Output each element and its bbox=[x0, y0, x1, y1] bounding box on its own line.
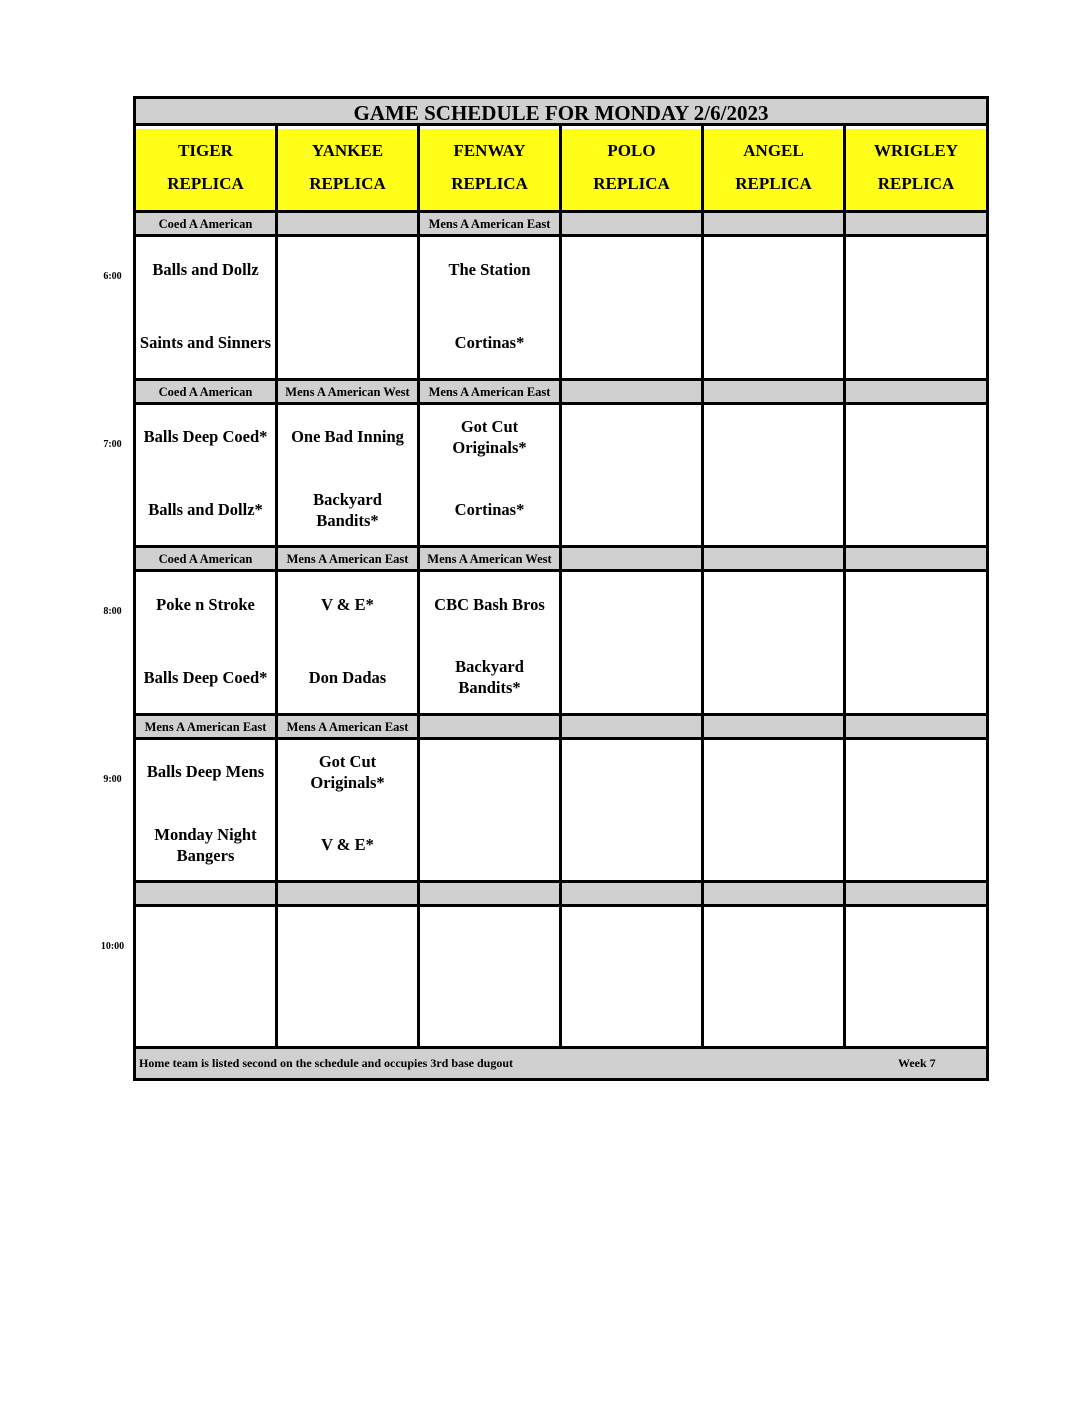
away-team bbox=[564, 239, 699, 299]
home-team bbox=[706, 815, 841, 875]
away-team: V & E* bbox=[321, 594, 374, 614]
division-label bbox=[562, 550, 701, 568]
home-team: Cortinas* bbox=[454, 500, 525, 519]
away-team bbox=[280, 239, 415, 299]
away-team bbox=[706, 239, 841, 299]
time-label: 10:00 bbox=[100, 941, 125, 952]
time-label: 6:00 bbox=[103, 271, 122, 282]
home-team bbox=[706, 312, 841, 372]
away-team bbox=[564, 742, 699, 802]
division-label bbox=[704, 383, 843, 401]
field-subtitle: REPLICA bbox=[877, 174, 955, 193]
away-team bbox=[564, 407, 699, 467]
away-team bbox=[706, 742, 841, 802]
time-label: 7:00 bbox=[103, 438, 122, 450]
home-team bbox=[564, 982, 699, 1042]
field-header-wrigley bbox=[846, 129, 986, 210]
grid-line bbox=[275, 126, 278, 1049]
home-team bbox=[138, 982, 273, 1042]
field-subtitle: REPLICA bbox=[451, 174, 528, 193]
division-label bbox=[278, 885, 417, 903]
away-team bbox=[848, 574, 984, 634]
time-label: 8:00 bbox=[103, 606, 122, 617]
division-label bbox=[136, 885, 275, 903]
division-label: Coed A American bbox=[158, 217, 253, 231]
field-subtitle: REPLICA bbox=[309, 174, 386, 193]
home-team bbox=[848, 647, 984, 707]
home-team bbox=[564, 647, 699, 707]
division-label: Mens A American East bbox=[144, 719, 267, 734]
away-team: Balls and Dollz bbox=[152, 259, 259, 279]
home-team bbox=[564, 815, 699, 875]
away-team: Got Cut Originals* bbox=[452, 416, 527, 457]
home-team bbox=[848, 480, 984, 540]
home-team: Backyard Bandits* bbox=[455, 657, 524, 697]
away-team bbox=[422, 742, 557, 802]
home-team bbox=[564, 312, 699, 372]
field-header-yankee bbox=[278, 129, 417, 210]
away-team bbox=[706, 574, 841, 634]
division-label bbox=[420, 718, 559, 736]
division-label bbox=[704, 718, 843, 736]
away-team: Poke n Stroke bbox=[156, 594, 255, 614]
away-team bbox=[848, 407, 984, 467]
field-subtitle: REPLICA bbox=[735, 174, 812, 193]
footer-note: Home team is listed second on the schedule and occupies 3rd base dugout bbox=[139, 1056, 514, 1070]
away-team: Balls Deep Coed* bbox=[143, 427, 268, 446]
grid-line bbox=[701, 126, 704, 1049]
away-team: Got Cut Originals* bbox=[310, 751, 385, 792]
home-team bbox=[848, 815, 984, 875]
division-label: Mens A American West bbox=[427, 552, 552, 566]
home-team: Saints and Sinners bbox=[139, 332, 272, 352]
home-team bbox=[706, 647, 841, 707]
away-team bbox=[706, 909, 841, 969]
grid-line bbox=[136, 1046, 986, 1049]
division-label bbox=[846, 215, 986, 233]
home-team bbox=[848, 312, 984, 372]
field-name: YANKEE bbox=[311, 141, 384, 160]
field-name: FENWAY bbox=[453, 141, 526, 160]
division-label bbox=[846, 550, 986, 568]
division-label bbox=[704, 215, 843, 233]
home-team: Balls Deep Coed* bbox=[143, 667, 268, 687]
home-team: Backyard Bandits* bbox=[313, 489, 382, 530]
field-subtitle: REPLICA bbox=[167, 174, 244, 193]
away-team bbox=[848, 909, 984, 969]
home-team bbox=[706, 480, 841, 540]
division-label bbox=[562, 215, 701, 233]
grid-line bbox=[559, 126, 562, 1049]
grid-line bbox=[843, 126, 846, 1049]
home-team bbox=[280, 982, 415, 1042]
field-name: WRIGLEY bbox=[873, 141, 959, 160]
field-subtitle: REPLICA bbox=[593, 174, 670, 193]
time-label: 9:00 bbox=[103, 773, 122, 785]
away-team bbox=[564, 574, 699, 634]
field-header-angel bbox=[704, 129, 843, 210]
division-label bbox=[704, 550, 843, 568]
home-team: Don Dadas bbox=[308, 667, 387, 687]
schedule-table bbox=[133, 96, 989, 1081]
home-team: Monday Night Bangers bbox=[154, 824, 257, 865]
away-team bbox=[564, 909, 699, 969]
division-label bbox=[420, 885, 559, 903]
home-team bbox=[564, 480, 699, 540]
division-label: Mens A American East bbox=[286, 552, 409, 566]
schedule-title: GAME SCHEDULE FOR MONDAY 2/6/2023 bbox=[136, 99, 986, 126]
away-team: The Station bbox=[448, 259, 531, 279]
away-team bbox=[422, 909, 557, 969]
away-team: Balls Deep Mens bbox=[146, 762, 265, 781]
home-team bbox=[280, 312, 415, 372]
division-label bbox=[846, 718, 986, 736]
field-name: ANGEL bbox=[743, 141, 804, 160]
home-team bbox=[706, 982, 841, 1042]
week-label: Week 7 bbox=[898, 1056, 936, 1070]
away-team: CBC Bash Bros bbox=[434, 594, 545, 614]
field-name: TIGER bbox=[178, 141, 233, 160]
away-team: One Bad Inning bbox=[291, 427, 404, 446]
away-team bbox=[706, 407, 841, 467]
division-label: Coed A American bbox=[158, 552, 253, 566]
away-team bbox=[138, 909, 273, 969]
division-label bbox=[562, 718, 701, 736]
division-label bbox=[562, 885, 701, 903]
home-team: Balls and Dollz* bbox=[148, 500, 263, 519]
division-label bbox=[278, 215, 417, 233]
division-label: Mens A American East bbox=[428, 384, 551, 399]
division-label: Coed A American bbox=[158, 384, 253, 399]
field-header-tiger bbox=[136, 129, 275, 210]
home-team bbox=[422, 815, 557, 875]
division-label bbox=[846, 383, 986, 401]
field-header-fenway bbox=[420, 129, 559, 210]
away-team bbox=[848, 239, 984, 299]
home-team: V & E* bbox=[321, 835, 374, 854]
home-team bbox=[848, 982, 984, 1042]
home-team: Cortinas* bbox=[454, 332, 525, 352]
away-team bbox=[848, 742, 984, 802]
away-team bbox=[280, 909, 415, 969]
grid-line bbox=[417, 126, 420, 1049]
field-header-polo bbox=[562, 129, 701, 210]
division-label bbox=[704, 885, 843, 903]
field-name: POLO bbox=[607, 141, 656, 160]
division-label bbox=[562, 383, 701, 401]
division-label: Mens A American West bbox=[285, 384, 410, 399]
schedule-footer bbox=[136, 1049, 986, 1078]
home-team bbox=[422, 982, 557, 1042]
division-label: Mens A American East bbox=[286, 719, 409, 734]
division-label bbox=[846, 885, 986, 903]
division-label: Mens A American East bbox=[428, 217, 551, 231]
